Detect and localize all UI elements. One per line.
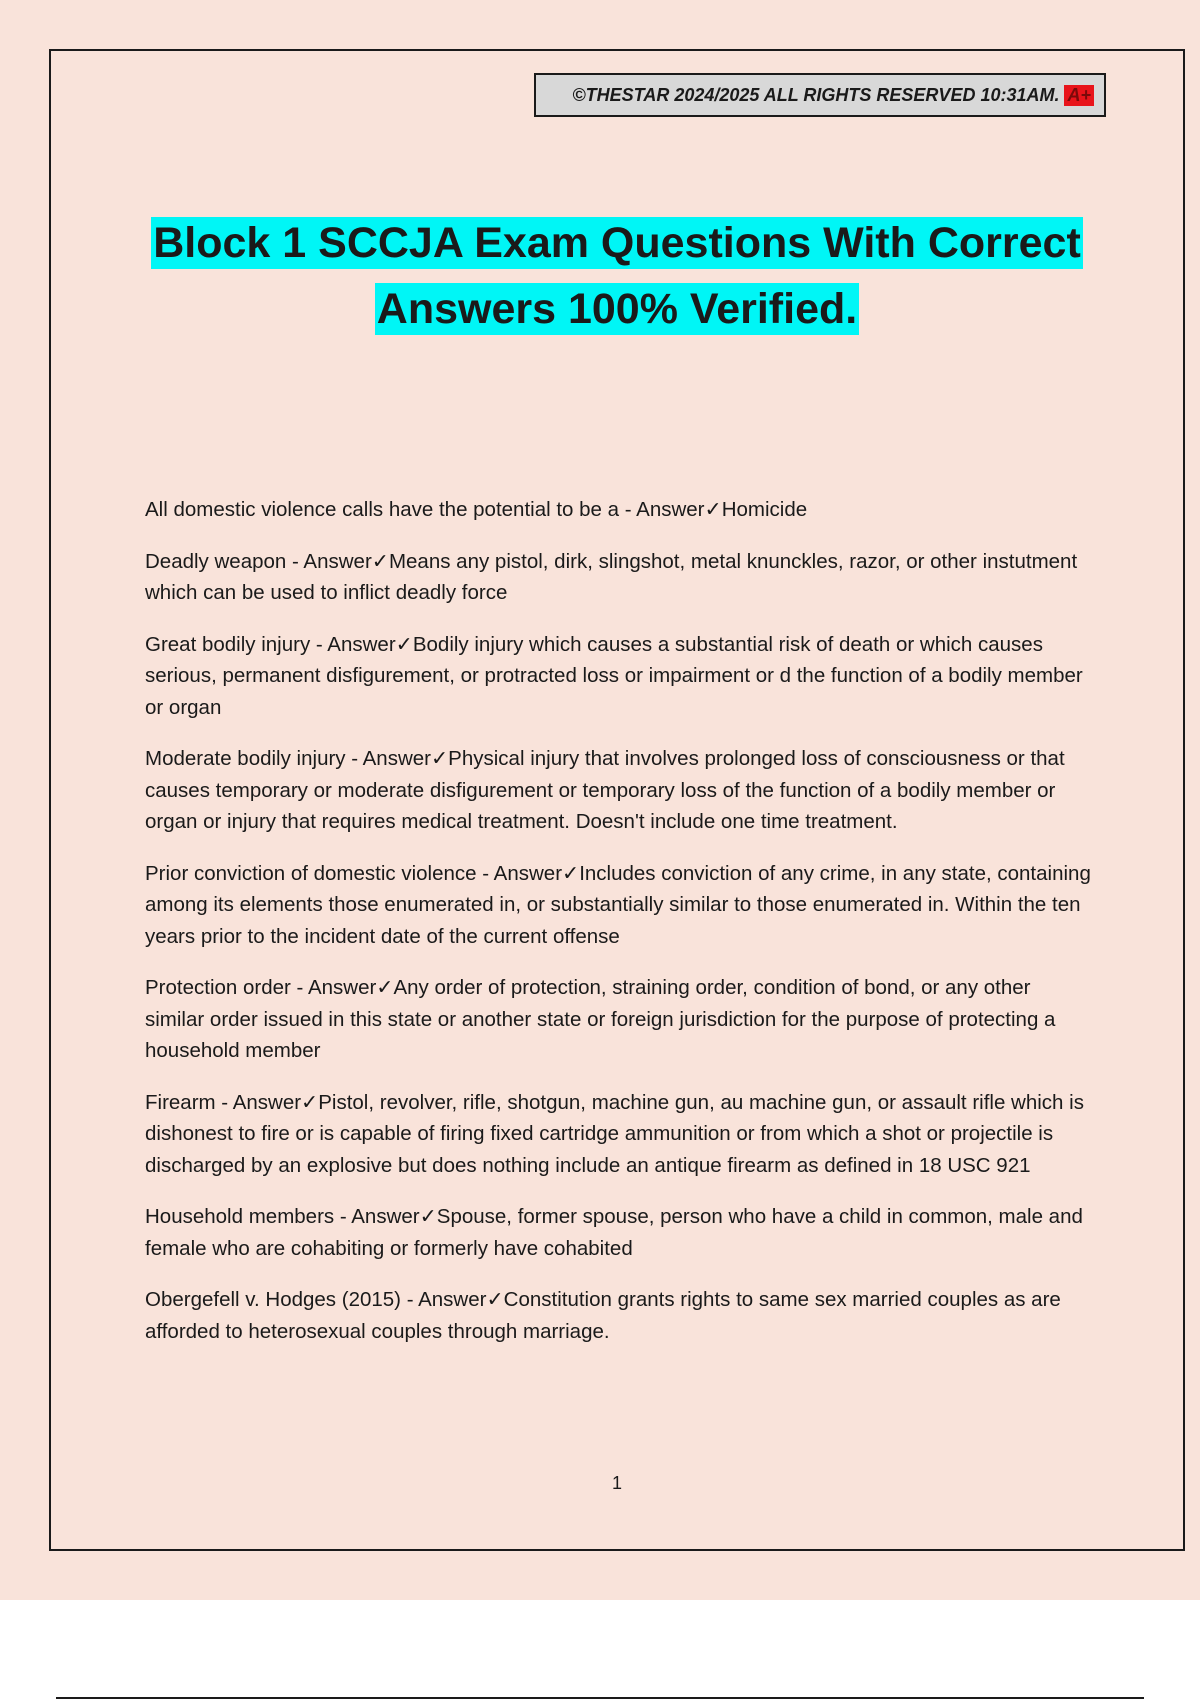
- qa-item: [145, 494, 1095, 526]
- qa-answer: Bodily injury which causes a substantial risk of death or which causes serious, permanent disfigurement, or protracted loss or impairment or d the function of a bodily member or organ: [145, 632, 1083, 719]
- qa-answer: Homicide: [721, 498, 808, 521]
- answer-marker: - Answer✓: [334, 1205, 437, 1228]
- qa-item: [145, 858, 1095, 953]
- qa-term: Great bodily injury: [145, 632, 311, 656]
- copyright-text: ©THESTAR 2024/2025 ALL RIGHTS RESERVED 10:31AM.: [572, 84, 1060, 105]
- page-number: 1: [611, 1473, 622, 1493]
- answer-marker: - Answer✓: [286, 549, 389, 573]
- qa-answer: Physical injury that involves prolonged loss of consciousness or that causes temporary or moderate disfigurement or temporary loss of the function of a bodily member or organ or injury that requires medical treatment. Doesn't include one time treatment.: [145, 747, 1065, 833]
- qa-item: [145, 546, 1095, 609]
- qa-item: [145, 1284, 1095, 1347]
- qa-item: [145, 743, 1095, 838]
- qa-list: [145, 494, 1095, 1367]
- qa-term: Protection order: [145, 976, 291, 999]
- qa-answer: Spouse, former spouse, person who have a child in common, male and female who are cohabiting or formerly have cohabited: [145, 1205, 1083, 1260]
- qa-term: Firearm: [145, 1090, 216, 1114]
- answer-marker: - Answer✓: [476, 861, 580, 885]
- answer-marker: - Answer✓: [215, 1090, 319, 1114]
- qa-term: Household members: [145, 1205, 335, 1228]
- qa-term: All domestic violence calls have the potential to be a: [145, 498, 620, 521]
- qa-term: Prior conviction of domestic violence: [145, 861, 477, 885]
- qa-answer: Includes conviction of any crime, in any state, containing among its elements those enumerated in, or substantially similar to those enumerated in. Within the ten years prior to the incident date of the current offense: [145, 861, 1091, 948]
- qa-term: Deadly weapon: [145, 549, 287, 573]
- document-title: [60, 210, 1174, 342]
- answer-marker: - Answer✓: [401, 1288, 504, 1311]
- answer-marker: - Answer✓: [290, 976, 394, 999]
- title-line-2: Answers 100% Verified.: [376, 285, 858, 333]
- grade-badge: A+: [1064, 85, 1094, 106]
- qa-item: [145, 1201, 1095, 1264]
- qa-item: [145, 1087, 1095, 1182]
- qa-term: Obergefell v. Hodges (2015): [145, 1288, 402, 1311]
- answer-marker: - Answer✓: [619, 498, 722, 521]
- qa-answer: Constitution grants rights to same sex married couples as are afforded to heterosexual couples through marriage.: [145, 1288, 1061, 1343]
- answer-marker: - Answer✓: [345, 747, 449, 770]
- qa-answer: Means any pistol, dirk, slingshot, metal knunckles, razor, or other instutment which can be used to inflict deadly force: [145, 549, 1078, 604]
- qa-item: [145, 972, 1095, 1067]
- bottom-divider: [56, 1697, 1144, 1699]
- answer-marker: - Answer✓: [310, 632, 413, 656]
- copyright-banner: [534, 73, 1106, 117]
- qa-answer: Pistol, revolver, rifle, shotgun, machine gun, au machine gun, or assault rifle which is dishonest to fire or is capable of firing fixed cartridge ammunition or from which a shot or projectile is discharged by an explosive but does nothing include an antique firearm as defined in 18 USC 921: [145, 1090, 1084, 1177]
- qa-answer: Any order of protection, straining order, condition of bond, or any other similar order issued in this state or another state or foreign jurisdiction for the purpose of protecting a household member: [145, 976, 1056, 1062]
- qa-term: Moderate bodily injury: [145, 747, 346, 770]
- qa-item: [145, 629, 1095, 724]
- title-line-1: Block 1 SCCJA Exam Questions With Correct: [153, 219, 1081, 267]
